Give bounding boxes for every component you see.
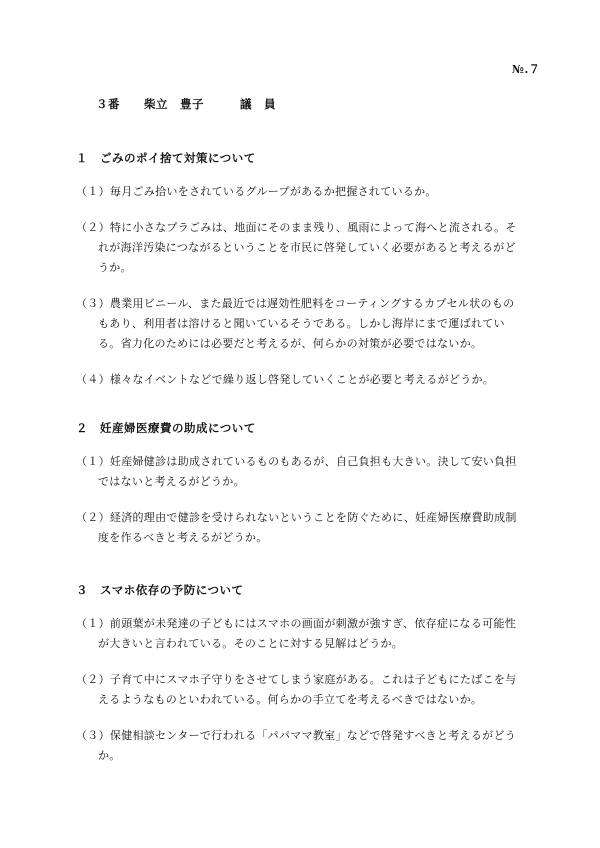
question-number: （３） [76,297,110,310]
question-item [76,452,554,492]
speaker-line: ３番 柴立 豊子 議 員 [96,97,276,111]
question-number: （１） [76,617,110,630]
question-line: えるようなものといわれている。何らかの手立てを考えるべきではないか。 [98,693,483,706]
section-garbage-littering [76,150,556,390]
question-number: （２） [76,511,110,524]
question-number: （２） [76,221,110,234]
document-number: №.７ [512,63,541,76]
question-line: 子育て中にスマホ子守りをさせてしまう家庭がある。これは子どもにたばこを与 [109,673,517,686]
question-item [76,670,554,710]
question-item [76,218,554,278]
question-line: か。 [98,749,121,762]
question-item [76,182,554,202]
question-line: 農業用ビニール、また最近では遅効性肥料をコーティングするカプセル状のもの [109,297,515,310]
question-line: れが海洋汚染につながるということを市民に啓発していく必要があると考えるがど [98,241,516,254]
question-line: 前頭葉が未発達の子どもにはスマホの画面が刺激が強すぎ、依存症になる可能性 [109,617,517,630]
section-title: ３ スマホ依存の予防について [76,583,244,597]
section-title: ２ 妊産婦医療費の助成について [76,421,256,435]
question-line: うか。 [98,261,132,274]
question-item [76,726,554,766]
question-number: （４） [76,373,110,386]
question-line: 様々なイベントなどで繰り返し啓発していくことが必要と考えるがどうか。 [109,373,495,386]
question-line: 毎月ごみ拾いをされているグループがあるか把握されているか。 [109,185,437,198]
question-number: （１） [76,455,110,468]
question-item [76,370,554,390]
question-line: 妊産婦健診は助成されているものもあるが、自己負担も大きい。決して安い負担 [109,455,517,468]
question-item [76,294,554,354]
question-number: （２） [76,673,110,686]
question-line: ではないと考えるがどうか。 [98,475,245,488]
question-line: 度を作るべきと考えるがどうか。 [98,531,268,544]
question-line: 特に小さなプラごみは、地面にそのまま残り、風雨によって海へと流される。そ [109,221,517,234]
question-number: （３） [76,729,110,742]
question-line: る。省力化のためには必要だと考えるが、何らかの対策が必要ではないか。 [98,337,483,350]
question-line: もあり、利用者は溶けると聞いているそうである。しかし海岸にまで運ばれてい [98,317,505,330]
question-item [76,508,554,548]
question-line: が大きいと言われている。そのことに対する見解はどうか。 [98,637,404,650]
section-maternity-medical-aid [76,420,556,548]
section-smartphone-addiction [76,582,556,766]
question-line: 経済的理由で健診を受けられないということを防ぐために、妊産婦医療費助成制 [109,511,517,524]
question-item [76,614,554,654]
question-line: 保健相談センターで行われる「パパママ教室」などで啓発すべきと考えるがどう [109,729,517,742]
section-title: １ ごみのポイ捨て対策について [76,151,256,165]
question-number: （１） [76,185,110,198]
